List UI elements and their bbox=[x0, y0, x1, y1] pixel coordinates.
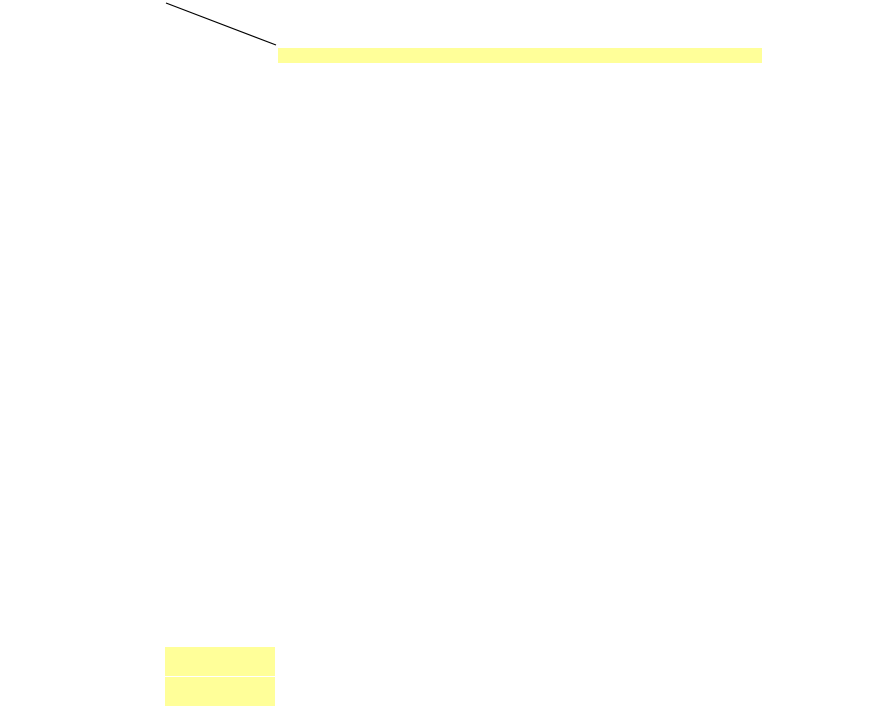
cell-fy19[interactable] bbox=[278, 48, 442, 63]
currency-symbol bbox=[447, 48, 457, 63]
cell-fy20[interactable] bbox=[442, 48, 550, 63]
cell-ntm[interactable] bbox=[762, 48, 878, 63]
cell-fy21[interactable] bbox=[550, 48, 662, 63]
currency-symbol bbox=[668, 48, 678, 63]
past-growth-input[interactable] bbox=[165, 647, 275, 676]
next-growth-input[interactable] bbox=[165, 677, 275, 706]
cell-fyxx[interactable] bbox=[165, 63, 275, 78]
header-diagonal-line bbox=[165, 0, 277, 46]
currency-symbol bbox=[282, 48, 292, 63]
currency-symbol bbox=[555, 48, 565, 63]
currency-note[interactable] bbox=[0, 17, 160, 47]
fyxx-hatched-column bbox=[165, 45, 275, 631]
